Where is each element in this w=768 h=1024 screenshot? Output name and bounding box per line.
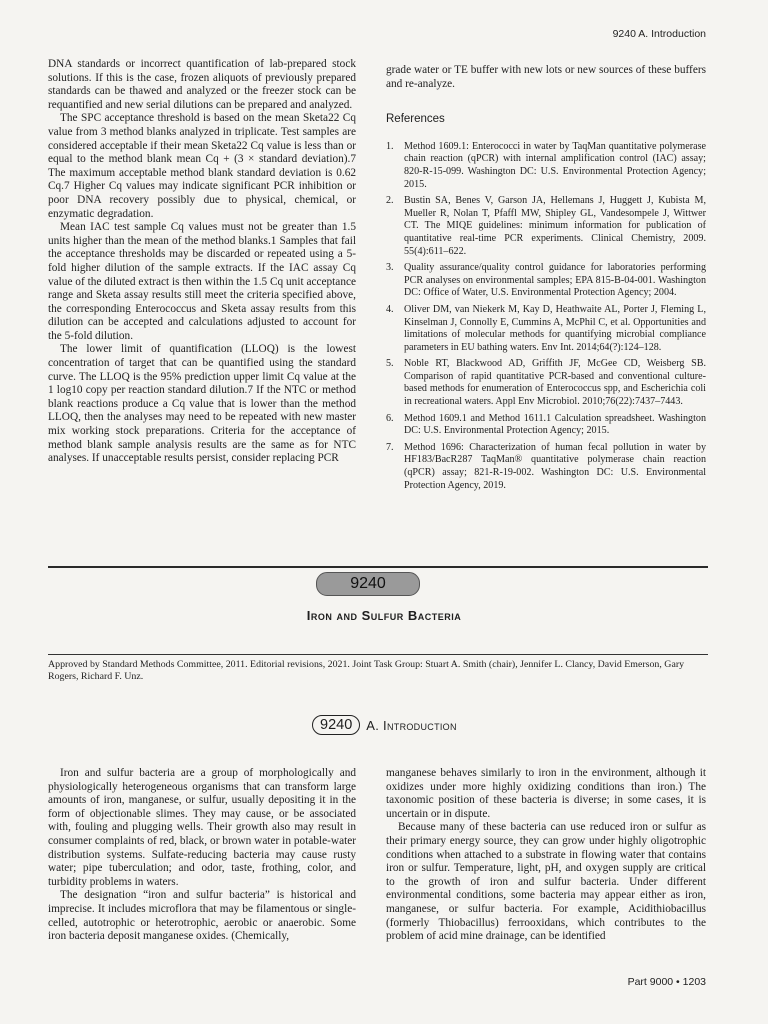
reference-text: Bustin SA, Benes V, Garson JA, Hellemans J, Huggett J, Kubista M, Mueller R, Nolan T, Pfaffl MW, Shipley GL, Vandesompele J, Wittwer CT. The MIQE guidelines: minimum information for publication of quantitative real-time PCR experiments. Clinical Chemistry, 2009. 55(4):611–622.: [404, 195, 706, 257]
body-paragraph: Iron and sulfur bacteria are a group of morphologically and physiologically heterogeneous organisms that can transform large amounts of iron, manganese, or sulfur, usually depositing it in the form of objectionable slimes. They may cause, or be associated with, fouling and plugging wells. Their growth also may result in consumer complaints of red, black, or brown water in potable-water distribution systems. Sulfate-reducing bacteria may cause rusty water; pipe tuberculation; and odor, taste, frothing, color, and turbidity problems in waters.: [48, 767, 356, 888]
reference-text: Noble RT, Blackwood AD, Griffith JF, McGee CD, Weisberg SB. Comparison of rapid quantitative PCR-based and conventional culture-based methods for enumeration of Enterococcus spp, and Escherichia coli in recreational waters. Appl Env Microbiol. 2010;76(22):7437–7443.: [404, 358, 706, 408]
reference-list: [386, 141, 706, 492]
reference-number: 1.: [386, 140, 394, 152]
top-right-column: [386, 64, 706, 496]
subsection-number-badge: 9240: [312, 715, 360, 735]
page-folio: Part 9000 • 1203: [627, 976, 706, 988]
approval-note: Approved by Standard Methods Committee, 2011. Editorial revisions, 2021. Joint Task Group: Stuart A. Smith (chair), Jennifer L. Clancy, David Emerson, Gary Rogers, Richard F. Unz.: [48, 654, 708, 682]
reference-text: Method 1696: Characterization of human fecal pollution in water by HF183/BacR287 TaqMan® quantitative polymerase chain reaction (qPCR) assay; 821-R-19-002. Washington DC: U.S. Environmental Protection Agency, 2019.: [404, 441, 706, 491]
reference-text: Quality assurance/quality control guidance for laboratories performing PCR analyses on environmental samples; EPA 815-B-04-001. Washington DC: Office of Water, U.S. Environmental Protection Agency; 2004.: [404, 262, 706, 299]
section-number-badge: 9240: [316, 572, 420, 596]
subsection-title: A. Introduction: [366, 717, 457, 733]
reference-item: [386, 141, 706, 191]
bottom-right-column: [386, 767, 706, 944]
reference-text: Method 1609.1 and Method 1611.1 Calculation spreadsheet. Washington DC: U.S. Environmental Protection Agency; 2015.: [404, 412, 706, 437]
bottom-left-column: [48, 767, 356, 944]
reference-number: 5.: [386, 358, 394, 370]
running-head: 9240 A. Introduction: [612, 28, 706, 40]
body-paragraph: DNA standards or incorrect quantification of lab-prepared stock solutions. If this is the case, frozen aliquots of previously prepared standards can be thawed and analyzed or the freezer stock can be requantified and new serial dilutions can be prepared and analyzed.: [48, 58, 356, 111]
subsection-heading: [312, 713, 457, 737]
reference-text: Method 1609.1: Enterococci in water by TaqMan quantitative polymerase chain reaction (qPCR) with internal amplification control (IAC) assay; 820-R-15-099. Washington DC: U.S. Environmental Protection Agency; 2015.: [404, 140, 706, 190]
reference-item: [386, 262, 706, 300]
reference-item: [386, 195, 706, 258]
reference-number: 3.: [386, 262, 394, 274]
body-paragraph: The lower limit of quantification (LLOQ) is the lowest concentration of target that can be quantified using the standard curve. The LLOQ is the 95% prediction upper limit Cq value at the 1 log10 copy per reaction standard dilution.7 If the NTC or method blank reactions produce a Cq value that is lower than the method LLOQ, then the analyses may need to be repeated with new master mix working stock preparations. Criteria for the acceptance of method blank sample analysis results are the same as for NTC analyses. If unacceptable results persist, consider replacing PCR: [48, 343, 356, 465]
top-left-column: [48, 58, 356, 466]
reference-item: [386, 442, 706, 492]
reference-number: 2.: [386, 195, 394, 207]
reference-number: 7.: [386, 441, 394, 453]
reference-item: [386, 413, 706, 438]
body-paragraph: grade water or TE buffer with new lots or new sources of these buffers and re-analyze.: [386, 64, 706, 90]
section-divider: [48, 566, 708, 568]
reference-number: 4.: [386, 303, 394, 315]
reference-item: [386, 304, 706, 354]
reference-text: Oliver DM, van Niekerk M, Kay D, Heathwaite AL, Porter J, Fleming L, Kinselman J, Connolly E, Cummins A, McPhil C, et al. Opportunities and limitations of molecular methods for quantifying microbial compliance parameters in EU bathing waters. Env Int. 2014;64(?):124–128.: [404, 303, 706, 353]
body-paragraph: Because many of these bacteria can use reduced iron or sulfur as their primary energy source, they can grow under highly oligotrophic conditions when attached to a substrate in flowing water that contains iron or sulfur. Temperature, light, pH, and oxygen supply are critical to the growth of iron and sulfur bacteria. Under different environmental conditions, some bacteria may appear either as iron, manganese, or sulfur bacteria. For example, Acidithiobacillus (formerly Thiobacillus) ferrooxidans, which contributes to the problem of acid mine drainage, can be identified: [386, 821, 706, 943]
body-paragraph: The SPC acceptance threshold is based on the mean Sketa22 Cq value from 3 method blanks analyzed in triplicate. Test samples are considered acceptable if their mean Sketa22 Cq value is less than or equal to the method blank mean Cq + (3 × standard deviation).7 The maximum acceptable method blank standard deviation is 0.62 Cq.7 Higher Cq values may indicate significant PCR inhibition or poor DNA recovery possibly due to physical, chemical, or enzymatic degradation.: [48, 112, 356, 220]
body-paragraph: manganese behaves similarly to iron in the environment, although it oxidizes under more highly oxidizing conditions than iron.) The taxonomic position of these bacteria is diverse; in some cases, it is uncertain or in dispute.: [386, 767, 706, 820]
references-heading: References: [386, 113, 445, 126]
body-paragraph: The designation “iron and sulfur bacteria” is historical and imprecise. It includes microflora that may be filamentous or single-celled, autotrophic or heterotrophic, aerobic or anaerobic. Some iron bacteria deposit manganese oxides. (Chemically,: [48, 889, 356, 943]
reference-item: [386, 358, 706, 408]
section-title: Iron and Sulfur Bacteria: [306, 608, 462, 623]
body-paragraph: Mean IAC test sample Cq values must not be greater than 1.5 units higher than the mean of the method blanks.1 Samples that fail the acceptance thresholds may be discarded or repeated using a 5-fold higher dilution of the sample extracts. If the IAC assay Cq value of the diluted extract is then within the 1.5 Cq unit acceptance range and Sketa assay results still meet the criteria specified above, the corresponding Enterococcus and Sketa assay results from this dilution can be accepted and calculations adjusted to account for the 5-fold dilution.: [48, 221, 356, 342]
reference-number: 6.: [386, 412, 394, 424]
